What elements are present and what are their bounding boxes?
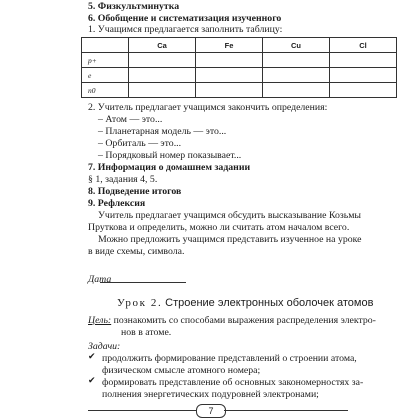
section-5-heading: 5. Физкультминутка [88,1,180,12]
homework-text: § 1, задания 4, 5. [88,174,158,185]
table-cell [330,53,397,68]
footer-rule-right [224,410,348,411]
table-cell [129,53,196,68]
task-item-2-line-2: полнения энергетических подуровней электронами; [102,389,319,400]
definition-item: – Планетарная модель — это... [98,126,227,137]
checkmark-icon: ✔ [88,376,96,386]
goal-text: познакомить со способами выражения распределения электро- [113,315,376,326]
lesson-heading [117,297,373,309]
date-label: Дата [88,274,112,285]
lesson-title: Строение электронных оболочек атомов [165,297,374,309]
table-header-ca: Ca [129,38,196,53]
goal-line-2: нов в атоме. [121,327,172,338]
atoms-table [81,37,397,98]
table-corner-cell [82,38,129,53]
task-item-2-line-1: формировать представление об основных закономерностях за- [102,377,364,388]
table-intro: 1. Учащимся предлагается заполнить таблицу: [88,24,283,35]
table-row [82,83,397,98]
definition-item: – Порядковый номер показывает... [98,150,242,161]
table-cell [263,53,330,68]
reflection-paragraph-2-line-2: в виде схемы, символа. [88,246,185,257]
task-item-1-line-1: продолжить формирование представлений о строении атома, [102,353,357,364]
table-header-cl: Cl [330,38,397,53]
lesson-number: Урок 2. [117,297,163,309]
table-cell [263,83,330,98]
section-7-heading: 7. Информация о домашнем задании [88,162,251,173]
table-cell [330,68,397,83]
table-row [82,53,397,68]
table-cell [129,68,196,83]
definition-item: – Атом — это... [98,114,163,125]
footer-rule-left [88,410,196,411]
table-header-fe: Fe [196,38,263,53]
reflection-paragraph-2-line-1: Можно предложить учащимся представить изученное на уроке [98,234,362,245]
page-number: 7 [196,404,226,418]
reflection-paragraph-1-line-1: Учитель предлагает учащимся обсудить высказывание Козьмы [98,210,362,221]
tasks-label: Задачи: [88,341,121,352]
table-cell [129,83,196,98]
task-item-1-line-2: физическом смысле атомного номера; [102,365,261,376]
reflection-paragraph-1-line-2: Пруткова и определить, можно ли считать атом началом всего. [88,222,350,233]
table-cell [196,83,263,98]
section-9-heading: 9. Рефлексия [88,198,146,209]
table-header-cu: Cu [263,38,330,53]
checkmark-icon: ✔ [88,352,96,362]
table-row [82,68,397,83]
row-label-neutrons: n0 [82,83,129,98]
definition-item: – Орбиталь — это... [98,138,182,149]
goal-line-1 [88,315,376,326]
row-label-electrons: e [82,68,129,83]
section-6-heading: 6. Обобщение и систематизация изученного [88,13,282,24]
definitions-intro: 2. Учитель предлагает учащимся закончить определения: [88,102,328,113]
table-cell [196,68,263,83]
section-8-heading: 8. Подведение итогов [88,186,182,197]
goal-label: Цель: [88,315,112,326]
row-label-protons: p+ [82,53,129,68]
table-cell [330,83,397,98]
table-header-row [82,38,397,53]
table-cell [263,68,330,83]
date-blank-line [100,281,186,283]
table-cell [196,53,263,68]
